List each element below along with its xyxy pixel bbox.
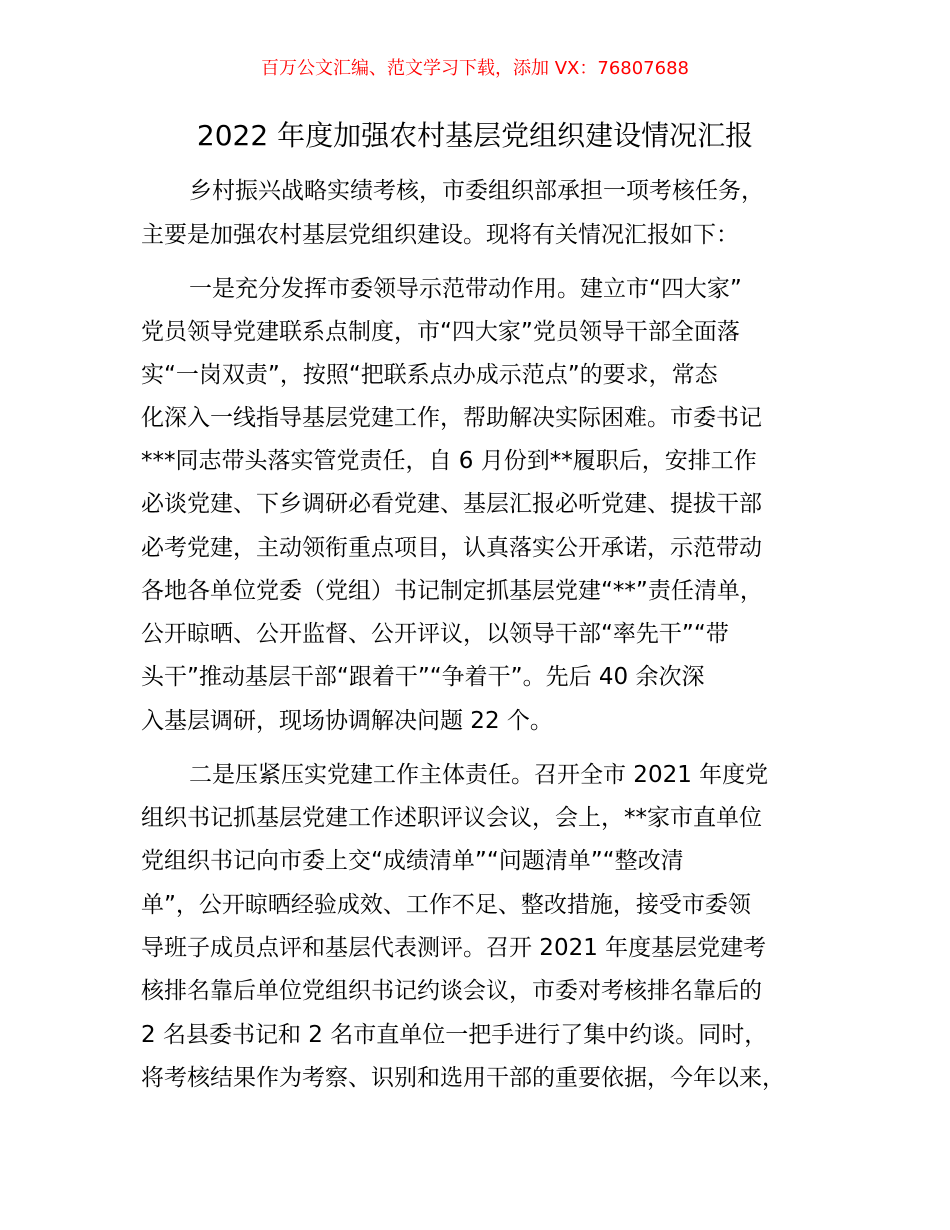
body-line: 一是充分发挥市委领导示范带动作用。建立市“四大家” xyxy=(189,276,742,302)
body-line: 入基层调研，现场协调解决问题 22 个。 xyxy=(141,708,553,734)
document-title: 2022 年度加强农村基层党组织建设情况汇报 xyxy=(196,119,754,152)
body-line: 必考党建，主动领衔重点项目，认真落实公开承诺，示范带动 xyxy=(141,535,762,561)
body-line: 化深入一线指导基层党建工作，帮助解决实际困难。市委书记 xyxy=(141,405,762,431)
body-line: 主要是加强农村基层党组织建设。现将有关情况汇报如下： xyxy=(141,222,739,248)
body-line: 实“一岗双责”，按照“把联系点办成示范点”的要求，常态 xyxy=(141,362,718,388)
body-line: 导班子成员点评和基层代表测评。召开 2021 年度基层党建考 xyxy=(141,935,767,961)
body-line: 乡村振兴战略实绩考核，市委组织部承担一项考核任务， xyxy=(189,178,764,204)
body-line: 二是压紧压实党建工作主体责任。召开全市 2021 年度党 xyxy=(189,762,769,788)
body-line: 单”，公开晾晒经验成效、工作不足、整改措施，接受市委领 xyxy=(141,892,751,918)
body-line: 各地各单位党委（党组）书记制定抓基层党建“**”责任清单， xyxy=(141,578,763,604)
body-line: 2 名县委书记和 2 名市直单位一把手进行了集中约谈。同时， xyxy=(141,1022,768,1048)
body-line: 公开晾晒、公开监督、公开评议，以领导干部“率先干”“带 xyxy=(141,621,729,647)
body-line: ***同志带头落实管党责任，自 6 月份到**履职后，安排工作 xyxy=(141,448,757,474)
body-line: 核排名靠后单位党组织书记约谈会议，市委对考核排名靠后的 xyxy=(141,978,762,1004)
body-line: 党员领导党建联系点制度，市“四大家”党员领导干部全面落 xyxy=(141,319,740,345)
header-banner: 百万公文汇编、范文学习下载，添加 VX：76807688 xyxy=(261,58,689,79)
body-line: 党组织书记向市委上交“成绩清单”“问题清单”“整改清 xyxy=(141,848,684,874)
body-line: 将考核结果作为考察、识别和选用干部的重要依据，今年以来， xyxy=(141,1065,785,1091)
body-line: 头干”推动基层干部“跟着干”“争着干”。先后 40 余次深 xyxy=(141,664,705,690)
body-line: 组织书记抓基层党建工作述职评议会议，会上，**家市直单位 xyxy=(141,805,762,831)
body-line: 必谈党建、下乡调研必看党建、基层汇报必听党建、提拔干部 xyxy=(141,491,762,517)
